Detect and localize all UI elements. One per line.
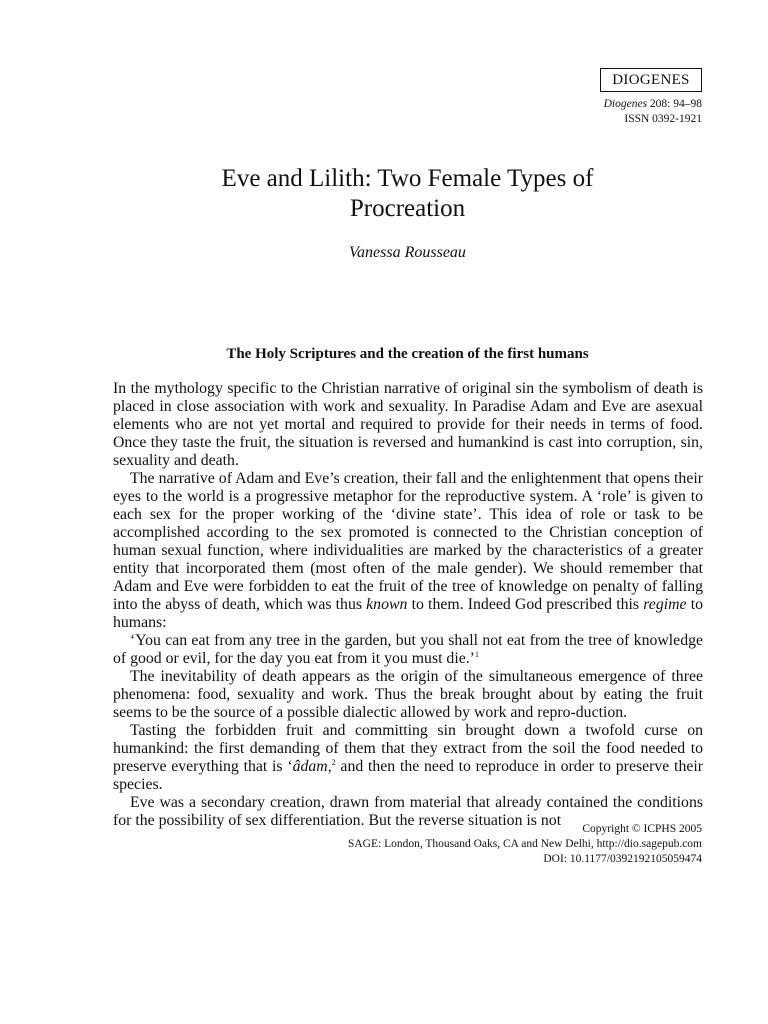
title-line-2: Procreation bbox=[349, 195, 466, 222]
publisher-line: SAGE: London, Thousand Oaks, CA and New Delhi, http://dio.sagepub.com bbox=[347, 838, 702, 850]
quote-text: ‘You can eat from any tree in the garden, but you shall not eat from the tree of knowledge of good or evil, for the day you eat from it you must die.’ bbox=[113, 632, 703, 667]
journal-issn: ISSN 0392-1921 bbox=[624, 113, 702, 125]
emphasis-regime: regime bbox=[643, 596, 687, 613]
emphasis-known: known bbox=[366, 596, 408, 613]
footnote-ref-1: 1 bbox=[474, 650, 479, 659]
paragraph-5 bbox=[113, 722, 703, 794]
paragraph-2-text-c: to humans: bbox=[113, 596, 703, 631]
emphasis-adam: âdam, bbox=[292, 758, 332, 775]
paragraph-2-text-a: The narrative of Adam and Eve’s creation, their fall and the enlightenment that opens their eyes to the world is a progressive metaphor for the reproductive system. A ‘role’ is given to each sex for the proper working of the ‘divine state’. This idea of role or task to be accomplished according to the sex promoted is connected to the Christian conception of human sexual function, where individualities are marked by the characteristics of a greater entity that incorporated them (most often of the male gender). We should remember that Adam and Eve were forbidden to eat the fruit of the tree of knowledge on penalty of falling into the abyss of death, which was thus bbox=[113, 470, 703, 613]
paragraph-4: The inevitability of death appears as the origin of the simultaneous emergence of three phenomena: food, sexuality and work. Thus the break brought about by eating the fruit seems to be the source of a possible dialectic allowed by work and repro-duction. bbox=[113, 668, 703, 721]
journal-meta bbox=[604, 97, 702, 127]
paragraph-2 bbox=[113, 470, 703, 632]
journal-box-label: DIOGENES bbox=[612, 71, 690, 88]
doi-line: DOI: 10.1177/0392192105059474 bbox=[543, 853, 702, 865]
paragraph-3-quote bbox=[113, 632, 703, 668]
journal-name: Diogenes bbox=[603, 98, 648, 110]
journal-issue-line bbox=[604, 97, 702, 112]
copyright-line: Copyright © ICPHS 2005 bbox=[582, 823, 702, 835]
article-body bbox=[113, 380, 703, 830]
journal-issue: 208: 94–98 bbox=[647, 98, 702, 110]
footnote-ref-2: 2 bbox=[331, 758, 336, 767]
journal-name-box bbox=[600, 68, 702, 92]
section-heading: The Holy Scriptures and the creation of the first humans bbox=[226, 346, 589, 362]
article-title bbox=[140, 164, 675, 224]
paragraph-1: In the mythology specific to the Christian narrative of original sin the symbolism of death is placed in close association with work and sexuality. In Paradise Adam and Eve are asexual elements who are not yet mortal and required to provide for their needs in terms of food. Once they taste the fruit, the situation is reversed and humankind is cast into corruption, sin, sexuality and death. bbox=[113, 380, 703, 469]
author-name: Vanessa Rousseau bbox=[349, 244, 466, 261]
page-footer bbox=[348, 822, 702, 867]
paragraph-5-text-b: and then the need to reproduce in order to preserve their species. bbox=[113, 758, 703, 793]
paragraph-5-text-a: Tasting the forbidden fruit and committing sin brought down a twofold curse on humankind: the first demanding of them that they extract from the soil the food needed to preserve everything that is ‘ bbox=[113, 722, 703, 775]
paragraph-2-text-b: to them. Indeed God prescribed this bbox=[407, 596, 644, 613]
title-line-1: Eve and Lilith: Two Female Types of bbox=[221, 165, 594, 192]
paragraph-6: Eve was a secondary creation, drawn from material that already contained the conditions for the possibility of sex differentiation. But the reverse situation is not bbox=[113, 794, 703, 829]
